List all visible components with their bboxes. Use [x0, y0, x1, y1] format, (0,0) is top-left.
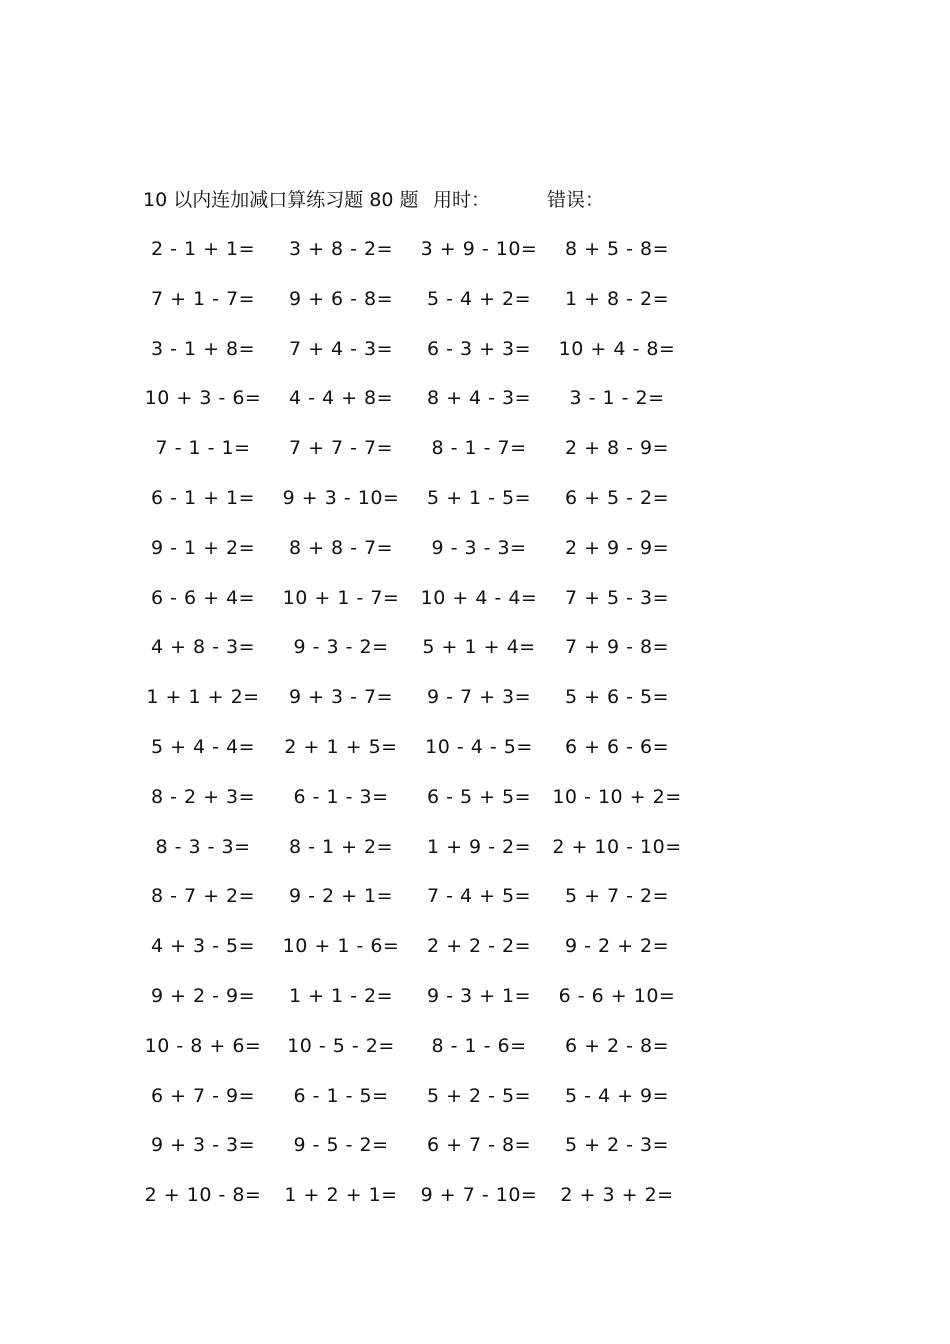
- problem-item: 9 + 7 - 10=: [420, 1184, 538, 1207]
- problem-item: 2 + 9 - 9=: [564, 536, 670, 559]
- problem-item: 3 + 8 - 2=: [288, 238, 394, 260]
- problem-item: 4 - 4 + 8=: [288, 387, 394, 410]
- problem-item: 9 + 3 - 3=: [150, 1134, 256, 1157]
- problem-item: 4 + 3 - 5=: [150, 935, 256, 958]
- problem-item: 7 + 4 - 3=: [288, 337, 394, 360]
- problem-row: [0, 883, 950, 933]
- problem-row: [0, 585, 950, 635]
- problem-item: 1 + 2 + 1=: [284, 1184, 398, 1207]
- problem-item: 2 + 3 + 2=: [560, 1184, 674, 1207]
- problem-item: 6 - 6 + 4=: [150, 586, 256, 609]
- problem-item: 9 - 3 - 3=: [431, 536, 527, 559]
- problem-item: 7 + 7 - 7=: [288, 437, 394, 460]
- worksheet-header: [143, 186, 763, 214]
- problem-item: 4 + 8 - 3=: [150, 636, 256, 659]
- problem-item: 7 - 4 + 5=: [426, 885, 532, 908]
- problem-item: 8 + 4 - 3=: [426, 387, 532, 410]
- problem-item: 6 - 1 - 3=: [293, 785, 389, 808]
- problem-row: [0, 834, 950, 884]
- problem-item: 5 + 1 + 4=: [422, 636, 536, 659]
- error-count-label: 错误：: [547, 189, 605, 211]
- problem-item: 2 + 10 - 8=: [144, 1184, 262, 1207]
- problem-item: 6 + 7 - 9=: [150, 1084, 256, 1107]
- problem-row: [0, 336, 950, 386]
- problem-item: 5 + 1 - 5=: [426, 486, 532, 509]
- problem-item: 6 + 2 - 8=: [564, 1034, 670, 1057]
- problem-row: [0, 1033, 950, 1083]
- problem-item: 10 + 4 - 4=: [420, 586, 538, 609]
- worksheet-title: 10 以内连加减口算练习题 80 题: [143, 189, 419, 211]
- problem-item: 10 - 10 + 2=: [552, 785, 682, 808]
- problem-grid: [0, 236, 950, 1232]
- problem-item: 6 + 6 - 6=: [564, 735, 670, 758]
- problem-row: [0, 535, 950, 585]
- problem-item: 7 + 5 - 3=: [564, 586, 670, 609]
- problem-item: 5 + 2 - 3=: [564, 1134, 670, 1157]
- problem-row: [0, 435, 950, 485]
- problem-item: 8 - 7 + 2=: [150, 885, 256, 908]
- problem-item: 1 + 1 - 2=: [288, 984, 394, 1007]
- problem-item: 7 + 1 - 7=: [150, 287, 256, 310]
- problem-item: 9 + 2 - 9=: [150, 984, 256, 1007]
- problem-row: [0, 933, 950, 983]
- problem-item: 10 - 8 + 6=: [144, 1034, 262, 1057]
- problem-item: 9 + 3 - 7=: [288, 686, 394, 709]
- problem-item: 8 - 1 + 2=: [288, 835, 394, 858]
- problem-row: [0, 734, 950, 784]
- problem-item: 6 - 3 + 3=: [426, 337, 532, 360]
- problem-item: 6 + 5 - 2=: [564, 486, 670, 509]
- problem-item: 6 - 6 + 10=: [558, 984, 676, 1007]
- problem-item: 8 - 2 + 3=: [150, 785, 256, 808]
- problem-item: 2 + 8 - 9=: [564, 437, 670, 460]
- problem-row: [0, 1132, 950, 1182]
- problem-row: [0, 684, 950, 734]
- problem-row: [0, 983, 950, 1033]
- problem-item: 8 + 8 - 7=: [288, 536, 394, 559]
- problem-item: 10 + 1 - 6=: [282, 935, 400, 958]
- problem-item: 7 + 9 - 8=: [564, 636, 670, 659]
- problem-item: 5 + 6 - 5=: [564, 686, 670, 709]
- problem-item: 3 - 1 - 2=: [569, 387, 665, 410]
- problem-row: [0, 634, 950, 684]
- problem-item: 2 + 2 - 2=: [426, 935, 532, 958]
- problem-item: 10 - 5 - 2=: [287, 1034, 395, 1057]
- problem-item: 10 - 4 - 5=: [425, 735, 533, 758]
- problem-item: 8 - 1 - 7=: [431, 437, 527, 460]
- problem-item: 9 - 5 - 2=: [293, 1134, 389, 1157]
- problem-row: [0, 286, 950, 336]
- problem-item: 2 + 1 + 5=: [284, 735, 398, 758]
- problem-item: 7 - 1 - 1=: [155, 437, 251, 460]
- problem-item: 3 - 1 + 8=: [150, 337, 256, 360]
- problem-item: 5 - 4 + 2=: [426, 287, 532, 310]
- problem-item: 9 - 3 + 1=: [426, 984, 532, 1007]
- problem-item: 1 + 8 - 2=: [564, 287, 670, 310]
- problem-item: 1 + 9 - 2=: [426, 835, 532, 858]
- problem-item: 10 + 3 - 6=: [144, 387, 262, 410]
- problem-item: 9 - 2 + 2=: [564, 935, 670, 958]
- problem-item: 6 - 5 + 5=: [426, 785, 532, 808]
- problem-item: 9 - 3 - 2=: [293, 636, 389, 659]
- problem-item: 9 - 2 + 1=: [288, 885, 394, 908]
- problem-item: 9 + 3 - 10=: [282, 486, 400, 509]
- problem-item: 5 + 7 - 2=: [564, 885, 670, 908]
- problem-item: 8 + 5 - 8=: [564, 238, 670, 260]
- problem-item: 5 + 2 - 5=: [426, 1084, 532, 1107]
- problem-item: 9 - 1 + 2=: [150, 536, 256, 559]
- problem-item: 8 - 1 - 6=: [431, 1034, 527, 1057]
- problem-item: 5 + 4 - 4=: [150, 735, 256, 758]
- problem-item: 8 - 3 - 3=: [155, 835, 251, 858]
- problem-item: 6 - 1 - 5=: [293, 1084, 389, 1107]
- problem-item: 1 + 1 + 2=: [146, 686, 260, 709]
- problem-item: 6 + 7 - 8=: [426, 1134, 532, 1157]
- problem-row: [0, 385, 950, 435]
- problem-item: 10 + 1 - 7=: [282, 586, 400, 609]
- problem-row: [0, 236, 950, 286]
- problem-item: 3 + 9 - 10=: [420, 238, 538, 260]
- time-used-label: 用时：: [433, 189, 491, 211]
- problem-item: 9 - 7 + 3=: [426, 686, 532, 709]
- problem-item: 5 - 4 + 9=: [564, 1084, 670, 1107]
- problem-item: 6 - 1 + 1=: [150, 486, 256, 509]
- problem-item: 2 - 1 + 1=: [150, 238, 256, 260]
- problem-row: [0, 784, 950, 834]
- problem-item: 2 + 10 - 10=: [552, 835, 682, 858]
- problem-item: 9 + 6 - 8=: [288, 287, 394, 310]
- problem-row: [0, 1083, 950, 1133]
- problem-row: [0, 485, 950, 535]
- problem-row: [0, 1182, 950, 1232]
- problem-item: 10 + 4 - 8=: [558, 337, 676, 360]
